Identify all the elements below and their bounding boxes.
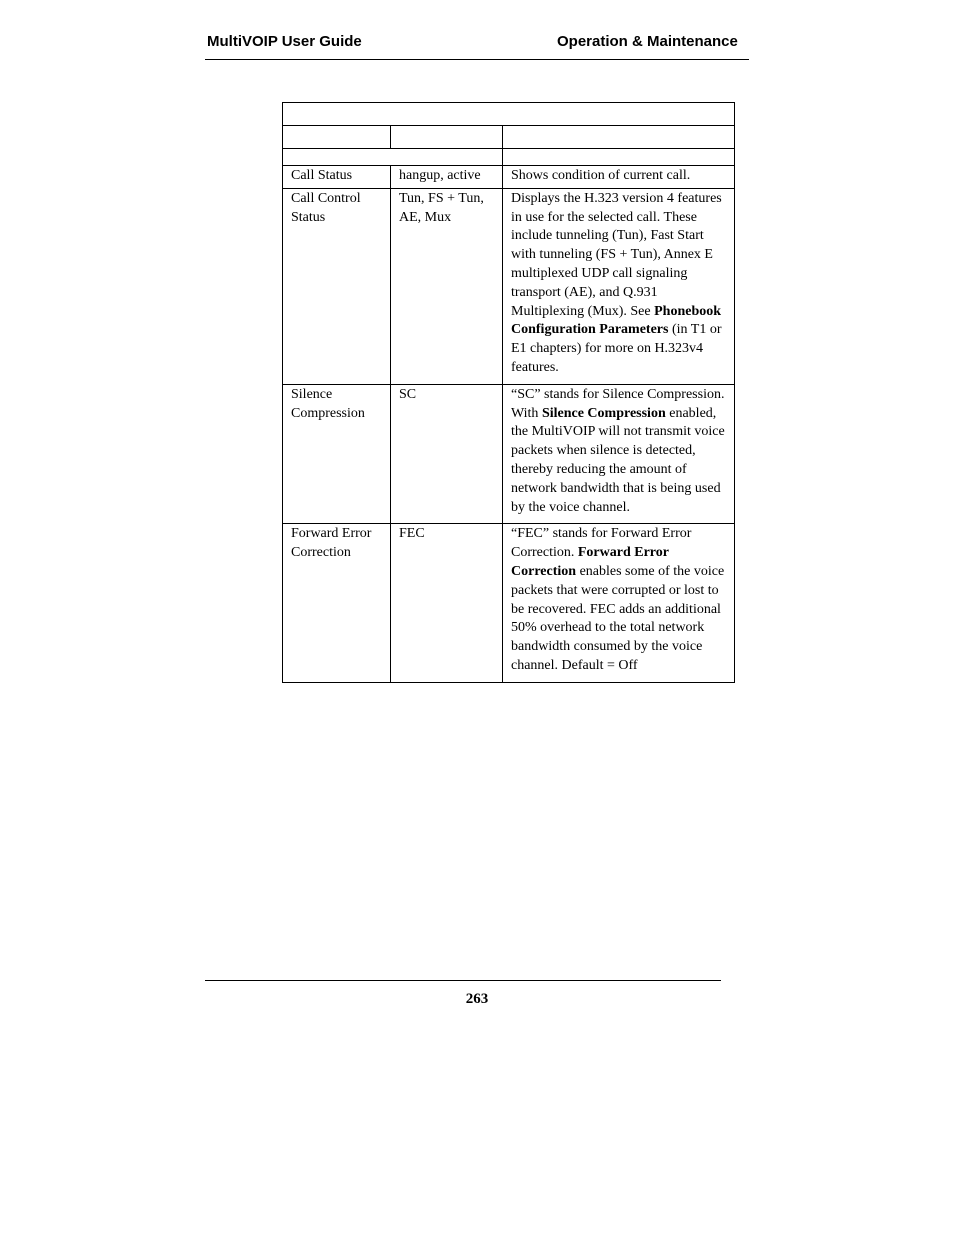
- description-text: Displays the H.323 version 4 features in use for the selected call. These include tunneling (Tun), Fast Start with tunneling (FS + Tun), Annex E multiplexed UDP call signaling transport (AE), and Q.931 Multiplexing (Mux). See: [511, 190, 722, 319]
- table-row: [283, 524, 735, 682]
- param-description: Shows condition of current call.: [503, 166, 735, 189]
- description-emphasis: Forward Error Correction: [511, 545, 669, 579]
- description-text: (in T1 or E1 chapters) for more on H.323v4 features.: [511, 322, 722, 375]
- param-name: Forward Error Correction: [283, 524, 391, 682]
- param-description: [503, 524, 735, 682]
- column-header: [391, 126, 503, 149]
- header-rule: [205, 59, 749, 60]
- table-title-cell: [283, 103, 735, 126]
- footer-rule: [205, 980, 721, 981]
- description-text: enabled, the MultiVOIP will not transmit voice packets when silence is detected, thereby reducing the amount of network bandwidth that is being used by the voice channel.: [511, 405, 725, 515]
- param-values: SC: [391, 384, 503, 524]
- table-spacer-row: [283, 149, 735, 166]
- page-number: 263: [465, 991, 489, 1007]
- table-title-row: [283, 103, 735, 126]
- running-header-title: MultiVOIP User Guide: [207, 33, 362, 50]
- table-row: [283, 166, 735, 189]
- column-header: [503, 126, 735, 149]
- param-description: [503, 188, 735, 384]
- table-header-row: [283, 126, 735, 149]
- param-values: Tun, FS + Tun, AE, Mux: [391, 188, 503, 384]
- description-emphasis: Phonebook Configuration Parameters: [511, 303, 722, 338]
- param-name: Call Status: [283, 166, 391, 189]
- description-text: enables some of the voice packets that were corrupted or lost to be recovered. FEC adds an additional 50% overhead to the total network bandwidth consumed by the voice channel. Default = Off: [511, 563, 725, 673]
- param-name: Silence Compression: [283, 384, 391, 524]
- param-values: FEC: [391, 524, 503, 682]
- running-header-section: Operation & Maintenance: [557, 33, 738, 50]
- parameter-table: [282, 102, 735, 683]
- column-header: [283, 126, 391, 149]
- param-values: hangup, active: [391, 166, 503, 189]
- table-row: [283, 188, 735, 384]
- spacer-cell: [503, 149, 735, 166]
- table-row: [283, 384, 735, 524]
- param-description: [503, 384, 735, 524]
- description-text: “SC” stands for Silence Compression. With: [511, 386, 725, 421]
- description-text: “FEC” stands for Forward Error Correction.: [511, 526, 692, 561]
- description-emphasis: Silence Compression: [541, 405, 666, 421]
- spacer-cell: [283, 149, 503, 166]
- param-name: Call Control Status: [283, 188, 391, 384]
